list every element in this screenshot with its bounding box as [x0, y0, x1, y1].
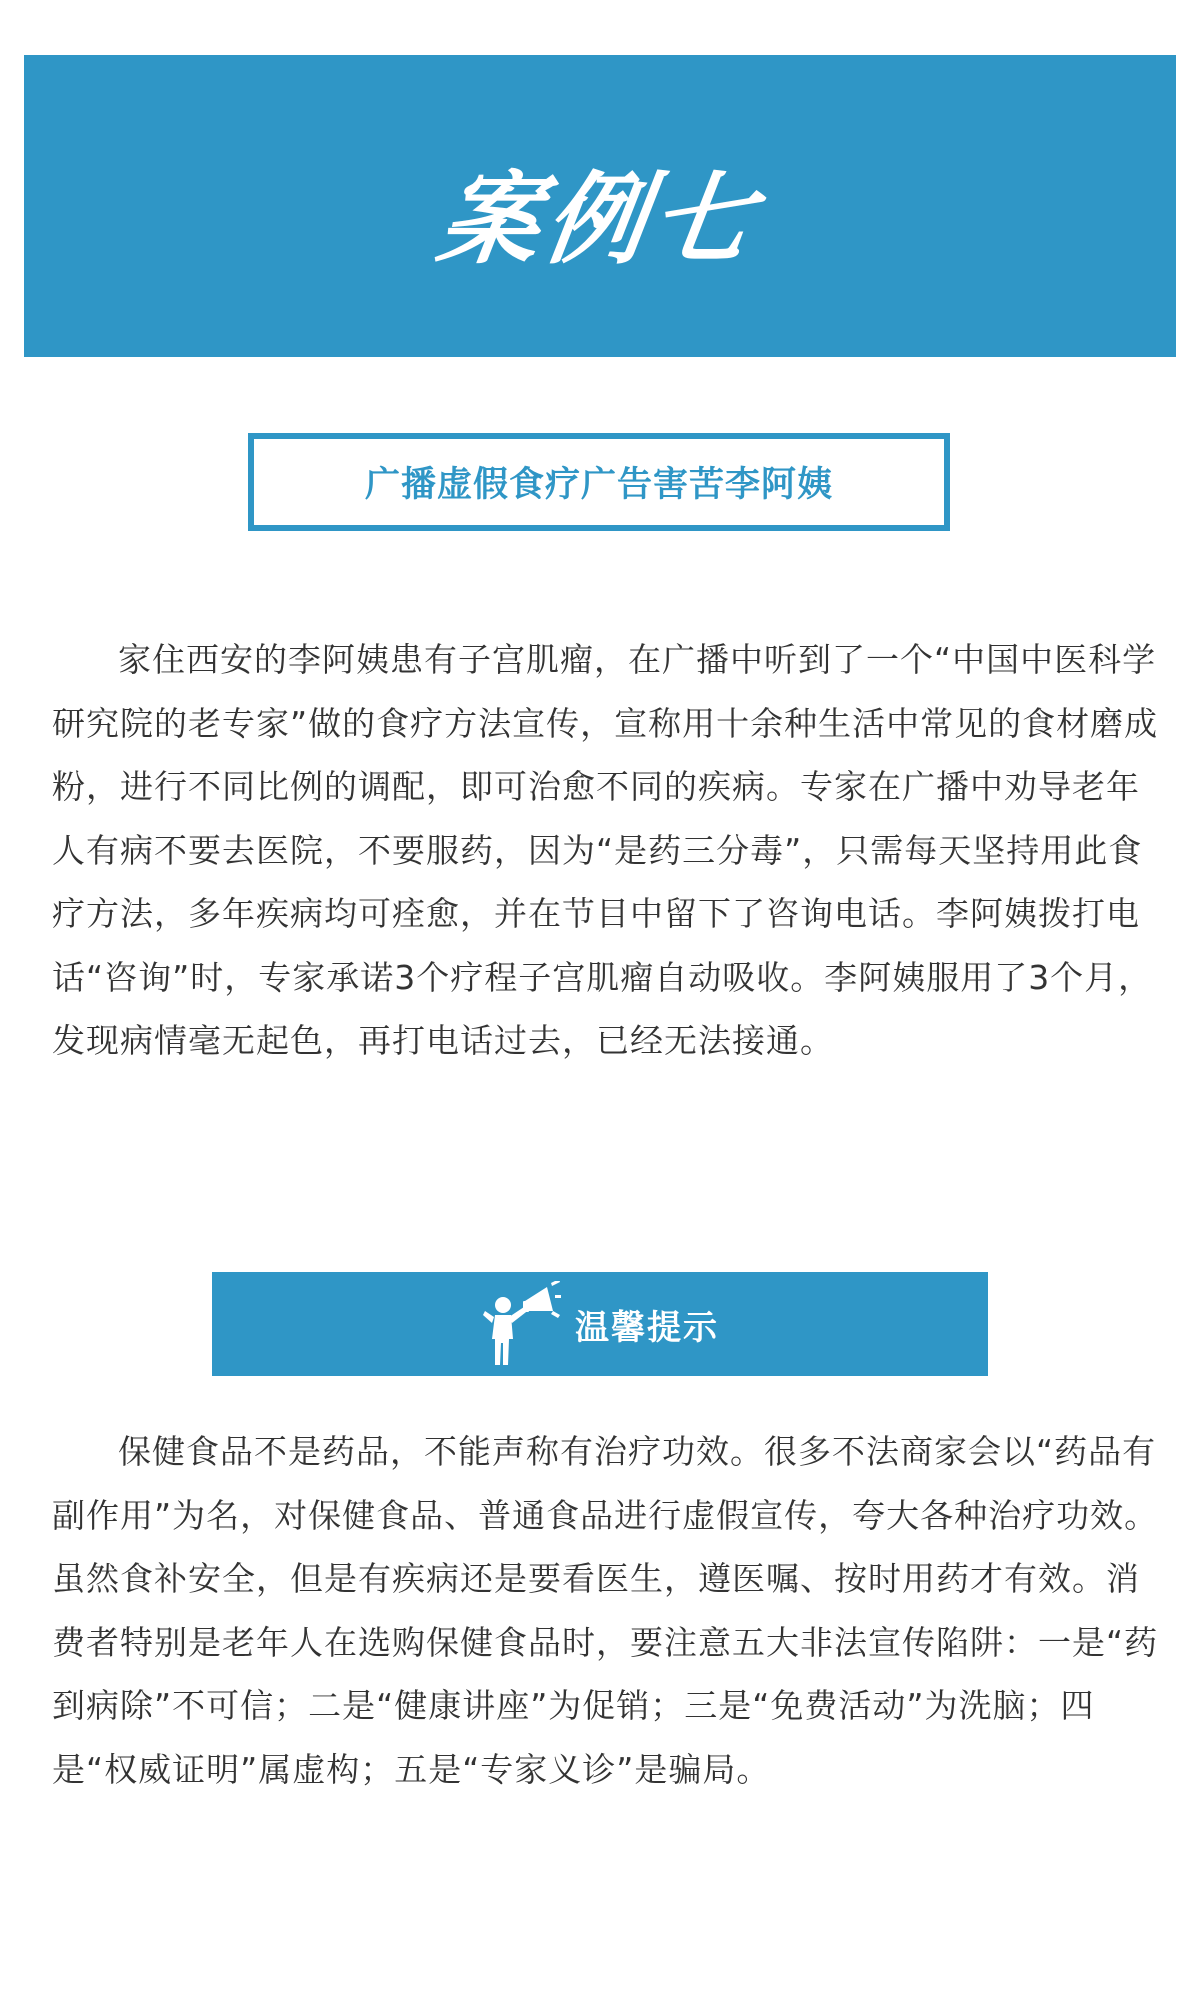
tips-label: 温馨提示: [575, 1307, 719, 1348]
case-body-paragraph: 家住西安的李阿姨患有子宫肌瘤，在广播中听到了一个“中国中医科学研究院的老专家”做的食疗方法宣传，宣称用十余种生活中常见的食材磨成粉，进行不同比例的调配，即可治愈不同的疾病。专家在广播中劝导老年人有病不要去医院，不要服药，因为“是药三分毒”，只需每天坚持用此食疗方法，多年疾病均可痊愈，并在节目中留下了咨询电话。李阿姨拨打电话“咨询”时，专家承诺3个疗程子宫肌瘤自动吸收。李阿姨服用了3个月，发现病情毫无起色，再打电话过去，已经无法接通。: [52, 640, 1159, 1060]
case-subtitle-box: [248, 433, 950, 531]
tips-body-paragraph: 保健食品不是药品，不能声称有治疗功效。很多不法商家会以“药品有副作用”为名，对保健食品、普通食品进行虚假宣传，夸大各种治疗功效。虽然食补安全，但是有疾病还是要看医生，遵医嘱、按时用药才有效。消费者特别是老年人在选购保健食品时，要注意五大非法宣传陷阱：一是“药到病除”不可信；二是“健康讲座”为促销；三是“免费活动”为洗脑；四是“权威证明”属虚构；五是“专家义诊”是骗局。: [52, 1432, 1159, 1789]
case-header-banner: [24, 55, 1176, 357]
megaphone-person-icon: [481, 1281, 561, 1367]
tips-banner: [212, 1272, 988, 1376]
case-subtitle: 广播虚假食疗广告害苦李阿姨: [364, 465, 833, 505]
case-title: 案例七: [431, 161, 767, 278]
